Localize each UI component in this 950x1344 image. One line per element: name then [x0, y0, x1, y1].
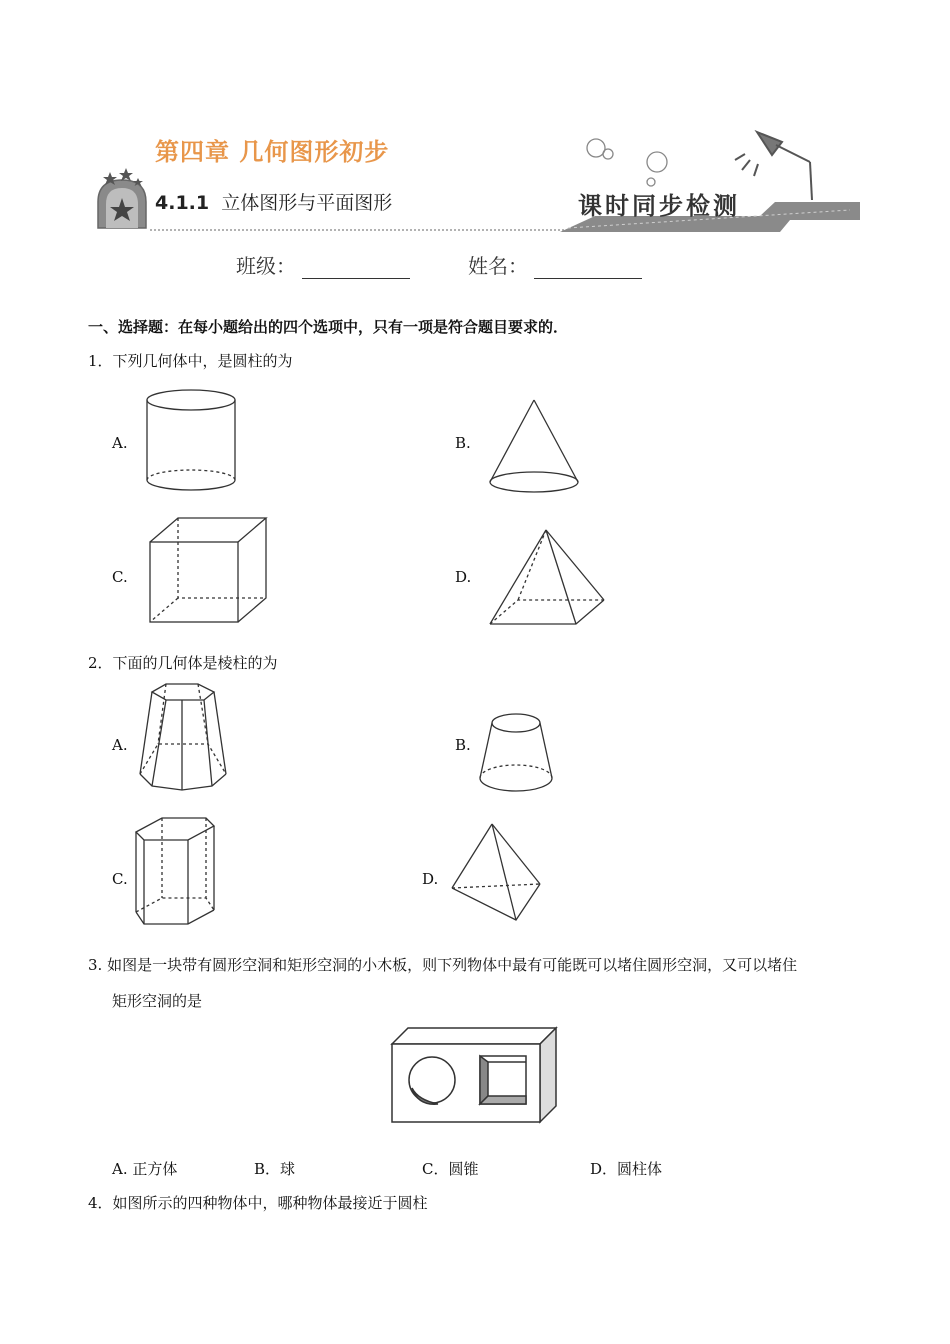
section-number: 4.1.1 — [155, 192, 210, 214]
q3-option-a[interactable]: A. 正方体 — [112, 1160, 178, 1178]
cylinder-figure — [145, 388, 237, 496]
pyramid-figure — [488, 528, 608, 628]
class-label: 班级： — [236, 254, 296, 278]
section-title — [155, 188, 392, 215]
q3-option-b[interactable]: B．球 — [254, 1160, 296, 1178]
q2-option-b[interactable]: B. — [455, 736, 471, 754]
section-instruction: 一、选择题：在每小题给出的四个选项中，只有一项是符合题目要求的． — [88, 318, 569, 336]
q2-option-c[interactable]: C. — [112, 870, 128, 888]
star-badge-icon — [98, 168, 146, 228]
prism-frustum-figure — [138, 682, 228, 794]
q2-option-a[interactable]: A. — [112, 736, 128, 754]
q1-option-d[interactable]: D. — [455, 568, 472, 586]
name-blank[interactable] — [534, 258, 642, 279]
cube-figure — [148, 516, 268, 626]
cone-frustum-figure — [478, 712, 554, 794]
q3-option-c[interactable]: C．圆锥 — [422, 1160, 479, 1178]
question-4-text: 4．如图所示的四种物体中，哪种物体最接近于圆柱 — [88, 1194, 428, 1212]
cone-figure — [488, 398, 580, 496]
question-3-text-line1: 3. 如图是一块带有圆形空洞和矩形空洞的小木板，则下列物体中最有可能既可以堵住圆形空洞，又可以堵住 — [88, 956, 798, 974]
lamp-icon — [735, 132, 812, 200]
chapter-title: 第四章 几何图形初步 — [155, 138, 390, 166]
class-field — [236, 250, 410, 279]
header-decoration — [90, 110, 870, 240]
section-name: 立体图形与平面图形 — [221, 192, 393, 214]
hexagonal-prism-figure — [134, 816, 218, 928]
q2-option-d[interactable]: D. — [422, 870, 439, 888]
class-blank[interactable] — [302, 258, 410, 279]
tetrahedron-figure — [450, 822, 544, 922]
board-with-holes-figure — [388, 1026, 560, 1124]
q1-option-a[interactable]: A. — [112, 434, 128, 452]
q1-option-c[interactable]: C. — [112, 568, 128, 586]
question-3-text-line2: 矩形空洞的是 — [112, 992, 203, 1010]
question-1-text: 1．下列几何体中，是圆柱的为 — [88, 352, 293, 370]
q1-option-b[interactable]: B. — [455, 434, 471, 452]
q3-option-d[interactable]: D．圆柱体 — [590, 1160, 663, 1178]
name-label: 姓名： — [468, 254, 528, 278]
question-2-text: 2．下面的几何体是棱柱的为 — [88, 654, 278, 672]
name-field — [468, 250, 642, 279]
banner-title: 课时同步检测 — [578, 191, 740, 220]
